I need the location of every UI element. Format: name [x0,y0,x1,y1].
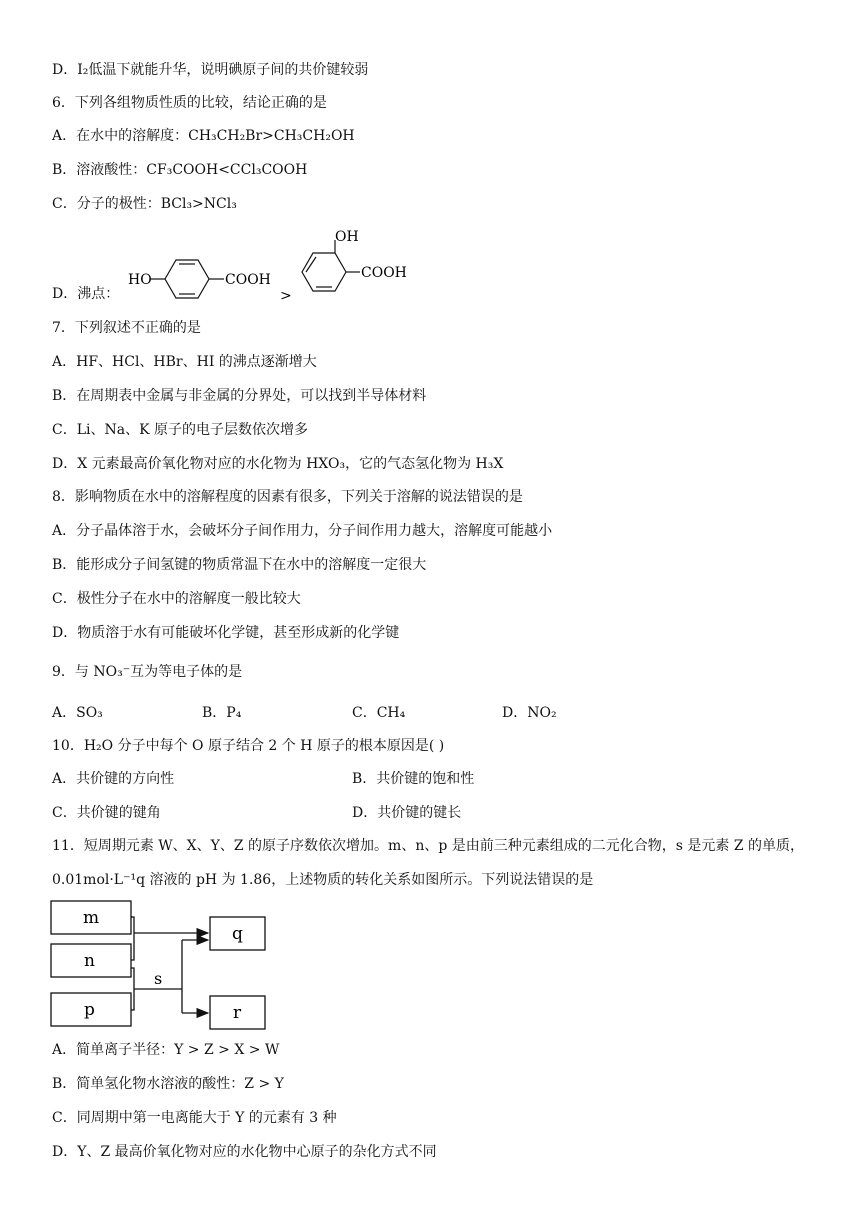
label-r: r [233,1003,242,1023]
label-n: n [84,951,95,971]
q10-option-a: A．共价键的方向性 [52,771,175,787]
q9-option-b: B．P₄ [202,705,242,721]
q8-option-c: C．极性分子在水中的溶解度一般比较大 [52,591,301,607]
q7-option-c: C．Li、Na、K 原子的电子层数依次增多 [52,422,308,438]
q11-option-d: D．Y、Z 最高价氧化物对应的水化物中心原子的杂化方式不同 [52,1144,437,1160]
q9-option-d: D．NO₂ [502,705,557,721]
q11-option-a: A．简单离子半径：Y > Z > X > W [52,1042,280,1058]
label-p: p [84,1000,95,1020]
q11-option-c: C．同周期中第一电离能大于 Y 的元素有 3 种 [52,1110,337,1126]
q8-stem: 8．影响物质在水中的溶解程度的因素有很多，下列关于溶解的说法错误的是 [52,489,523,505]
q6-option-b: B．溶液酸性：CF₃COOH<CCl₃COOH [52,162,308,178]
q9-option-a: A．SO₃ [52,705,103,721]
q7-option-b: B．在周期表中金属与非金属的分界处，可以找到半导体材料 [52,388,427,404]
q7-stem: 7．下列叙述不正确的是 [52,320,201,336]
q10-option-d: D．共价键的键长 [352,805,462,821]
q11-flow-diagram [50,900,270,1032]
q10-stem: 10．H₂O 分子中每个 O 原子结合 2 个 H 原子的根本原因是( ) [52,738,445,754]
q6-option-d-label: D．沸点： [52,286,120,302]
right-oh-label: OH [335,229,359,245]
q9-option-c: C．CH₄ [352,705,406,721]
q7-option-a: A．HF、HCl、HBr、HI 的沸点逐渐增大 [52,354,317,370]
q11-option-b: B．简单氢化物水溶液的酸性：Z > Y [52,1076,284,1092]
label-s: s [154,969,163,988]
q11-stem: 11．短周期元素 W、X、Y、Z 的原子序数依次增加。m、n、p 是由前三种元素组成的二元化合物，s 是元素 Z 的单质，0.01mol·L⁻¹q 溶液的 pH 为 1.86，上述物质的转化关系如图所示。下列说法错误的是 [52,838,805,888]
q9-stem: 9．与 NO₃⁻互为等电子体的是 [52,664,243,680]
q8-option-a: A．分子晶体溶于水，会破坏分子间作用力，分子间作用力越大，溶解度可能越小 [52,523,553,539]
q6-stem: 6．下列各组物质性质的比较，结论正确的是 [52,95,327,111]
q10-option-c: C．共价键的键角 [52,805,161,821]
q10-option-b: B．共价键的饱和性 [352,771,475,787]
q5-option-d: D．I₂低温下就能升华，说明碘原子间的共价键较弱 [52,62,369,78]
label-m: m [83,908,100,928]
label-q: q [232,924,243,944]
q8-option-b: B．能形成分子间氢键的物质常温下在水中的溶解度一定很大 [52,557,427,573]
q8-option-d: D．物质溶于水有可能破坏化学键，甚至形成新的化学键 [52,625,400,641]
q7-option-d: D．X 元素最高价氧化物对应的水化物为 HXO₃，它的气态氢化物为 H₃X [52,456,504,472]
left-oh-label: HO [128,272,152,288]
compare-sign: > [280,288,292,304]
right-cooh-label: COOH [361,265,407,281]
q6-d-structures [120,228,440,308]
q6-option-c: C．分子的极性：BCl₃>NCl₃ [52,196,237,212]
left-cooh-label: COOH [225,272,271,288]
q6-option-a: A．在水中的溶解度：CH₃CH₂Br>CH₃CH₂OH [52,128,355,144]
